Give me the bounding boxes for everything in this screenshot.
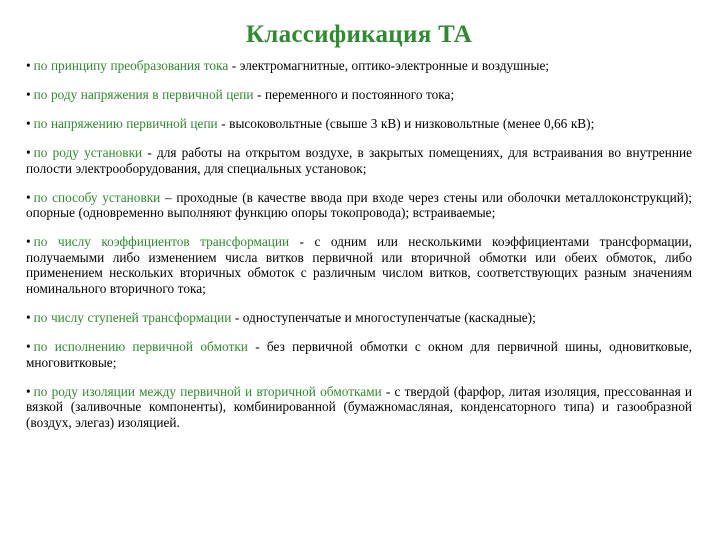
list-item-text: - для работы на открытом воздухе, в закрытых помещениях, для встраивания во внутренние полости электрооборудования, для специальных установок; [26,145,692,176]
list-item-term: по роду установки [33,145,143,161]
bullet-icon: • [26,310,31,326]
list-item-term: по принципу преобразования тока [33,58,229,73]
list-item-text: – проходные (в качестве ввода при входе через стены или оболочки металлоконструкций); опорные (одновременно выполняют функцию опоры токопровода); встраиваемые; [26,189,692,221]
bullet-icon: • [26,116,31,132]
list-item-text: - с твердой (фарфор, литая изоляция, прессованная и вязкой (заливочные компоненты), комбинированной (бумажномасляная, конденсаторного типа) и газообразной (воздух, элегаз) изоляцией. [26,383,692,430]
list-item-term: по роду изоляции между первичной и вторичной обмотками [33,383,382,399]
list-item-term: по роду напряжения в первичной цепи [33,87,254,103]
list-item-term: по напряжению первичной цепи [33,116,218,132]
list-item-stage-count [26,310,692,326]
bullet-icon: • [26,383,31,399]
bullet-icon: • [26,87,31,103]
list-item-installation-type [26,145,692,176]
list-item-text: - электромагнитные, оптико-электронные и воздушные; [228,58,550,73]
bullet-icon: • [26,339,31,355]
list-item-conversion-principle [26,58,692,74]
slide-title: Классификация ТА [245,21,473,48]
list-item-term: по способу установки [33,189,161,205]
list-item-voltage-type [26,87,692,103]
list-item-text: - без первичной обмотки с окном для первичной шины, одновитковые, многовитковые; [26,339,692,370]
list-item-mounting-method [26,190,692,221]
list-item-primary-winding [26,339,692,370]
list-item-text: - одноступенчатые и многоступенчатые (каскадные); [231,310,536,326]
list-item-primary-voltage [26,116,692,132]
list-item-text: - переменного и постоянного тока; [253,87,455,103]
list-item-text: - с одним или несколькими коэффициентами трансформации, получаемыми либо изменением числа витков первичной или вторичной обмотки или обеих обмоток, либо применением нескольких вторичных обмоток с различным числом витков, соответствующих разным значениям номинального вторичного тока; [26,234,692,296]
list-item-term: по числу ступеней трансформации [33,310,232,326]
list-item-term: по числу коэффициентов трансформации [33,234,290,250]
list-item-text: - высоковольтные (свыше 3 кВ) и низковольтные (менее 0,66 кВ); [217,116,595,132]
bullet-icon: • [26,58,31,73]
list-item-term: по исполнению первичной обмотки [33,339,248,355]
bullet-icon: • [26,189,31,205]
bullet-icon: • [26,234,31,250]
bullet-icon: • [26,145,31,161]
classification-list [26,58,692,430]
list-item-insulation-type [26,384,692,431]
list-item-ratio-count [26,234,692,296]
